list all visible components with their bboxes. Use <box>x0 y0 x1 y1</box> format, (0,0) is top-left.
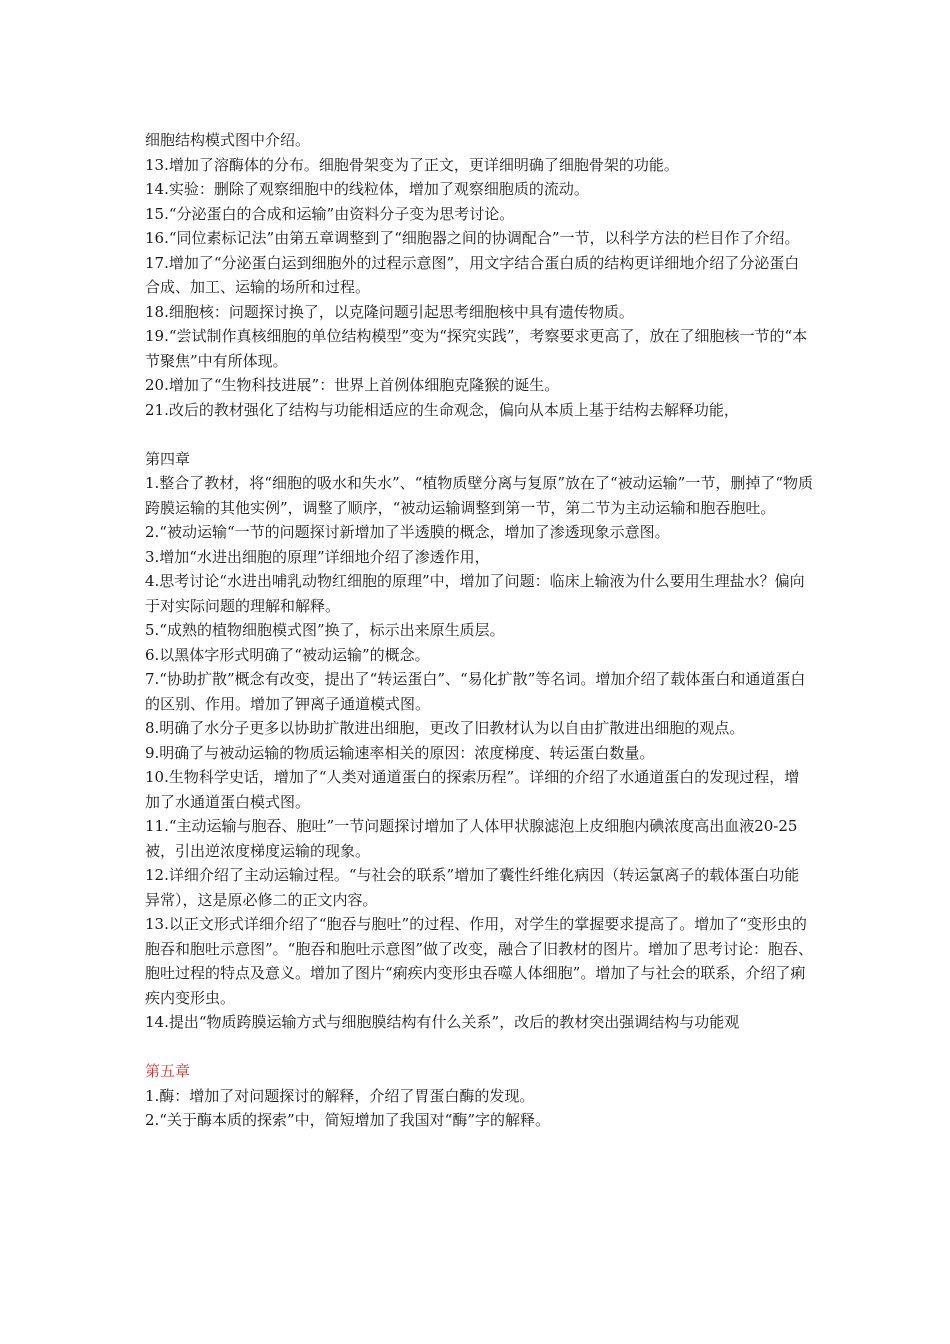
chapter-4-heading: 第四章 <box>145 449 191 468</box>
chapter-4-item: 4.思考讨论“水进出哺乳动物红细胞的原理”中，增加了问题：临床上输液为什么要用生理盐水？偏向于对实际问题的理解和解释。 <box>145 572 805 615</box>
intro-line: 17.增加了“分泌蛋白运到细胞外的过程示意图”，用文字结合蛋白质的结构更详细地介绍了分泌蛋白合成、加工、运输的场所和过程。 <box>145 253 800 296</box>
chapter-4-item: 13.以正文形式详细介绍了“胞吞与胞吐”的过程、作用，对学生的掌握要求提高了。增加了“变形虫的胞吞和胞吐示意图”。“胞吞和胞吐示意图”做了改变，融合了旧教材的图片。增加了思考讨论：胞吞、胞吐过程的特点及意义。增加了图片“痢疾内变形虫吞噬人体细胞”。增加了与社会的联系，介绍了痢疾内变形虫。 <box>145 915 814 1007</box>
intro-line: 18.细胞核：问题探讨换了，以克隆问题引起思考细胞核中具有遗传物质。 <box>145 302 634 321</box>
chapter-4-item: 5.“成熟的植物细胞模式图”换了，标示出来原生质层。 <box>145 621 505 639</box>
intro-line: 19.“尝试制作真核细胞的单位结构模型”变为“探究实践”，考察要求更高了，放在了细胞核一节的“本节聚焦”中有所体现。 <box>145 327 808 370</box>
chapter-4-item: 1.整合了教材，将“细胞的吸水和失水”、“植物质壁分离与复原”放在了“被动运输”一节，删掉了“物质跨膜运输的其他实例”，调整了顺序，“被动运输调整到第一节，第二节为主动运输和胞吞胞吐。 <box>145 474 813 517</box>
chapter-4-item: 14.提出“物质跨膜运输方式与细胞膜结构有什么关系”，改后的教材突出强调结构与功能观 <box>145 1013 740 1031</box>
intro-line: 13.增加了溶酶体的分布。细胞骨架变为了正文，更详细明确了细胞骨架的功能。 <box>145 155 679 174</box>
intro-line: 14.实验：删除了观察细胞中的线粒体，增加了观察细胞质的流动。 <box>145 180 589 198</box>
chapter-4-item: 10.生物科学史话，增加了“人类对通道蛋白的探索历程”。详细的介绍了水通道蛋白的发现过程，增加了水通道蛋白模式图。 <box>145 768 800 811</box>
chapter-4-item: 3.增加“水进出细胞的原理”详细地介绍了渗透作用， <box>145 547 490 566</box>
intro-line: 20.增加了“生物科技进展”：世界上首例体细胞克隆猴的诞生。 <box>145 376 560 394</box>
chapter-4-item: 2.“被动运输“一节的问题探讨新增加了半透膜的概念，增加了渗透现象示意图。 <box>145 523 670 541</box>
document-body <box>145 128 813 1133</box>
intro-line: 细胞结构模式图中介绍。 <box>145 131 311 149</box>
blank-line <box>145 1035 813 1060</box>
chapter-4-item: 8.明确了水分子更多以协助扩散进出细胞，更改了旧教材认为以自由扩散进出细胞的观点。 <box>145 719 745 737</box>
chapter-4-item: 6.以黑体字形式明确了“被动运输”的概念。 <box>145 645 430 664</box>
chapter-4-item: 11.“主动运输与胞吞、胞吐”一节问题探讨增加了人体甲状腺滤泡上皮细胞内碘浓度高出血液20-25被，引出逆浓度梯度运输的现象。 <box>145 817 798 860</box>
chapter-5-item: 1.酶：增加了对问题探讨的解释，介绍了胃蛋白酶的发现。 <box>145 1086 535 1105</box>
intro-line: 16.“同位素标记法”由第五章调整到了“细胞器之间的协调配合”一节，以科学方法的栏目作了介绍。 <box>145 229 800 247</box>
chapter-5-item: 2.“关于酶本质的探索”中，简短增加了我国对“酶”字的解释。 <box>145 1111 550 1129</box>
chapter-5-heading: 第五章 <box>145 1062 191 1080</box>
blank-line <box>145 422 813 447</box>
intro-line: 21.改后的教材强化了结构与功能相适应的生命观念，偏向从本质上基于结构去解释功能， <box>145 400 739 419</box>
chapter-4-item: 9.明确了与被动运输的物质运输速率相关的原因：浓度梯度、转运蛋白数量。 <box>145 743 655 762</box>
chapter-4-item: 7.“协助扩散”概念有改变，提出了“转运蛋白”、“易化扩散”等名词。增加介绍了载体蛋白和通道蛋白的区别、作用。增加了钾离子通道模式图。 <box>145 670 806 713</box>
chapter-4-item: 12.详细介绍了主动运输过程。“与社会的联系”增加了囊性纤维化病因（转运氯离子的载体蛋白功能异常），这是原必修二的正文内容。 <box>145 866 800 909</box>
intro-line: 15.“分泌蛋白的合成和运输”由资料分子变为思考讨论。 <box>145 204 515 223</box>
